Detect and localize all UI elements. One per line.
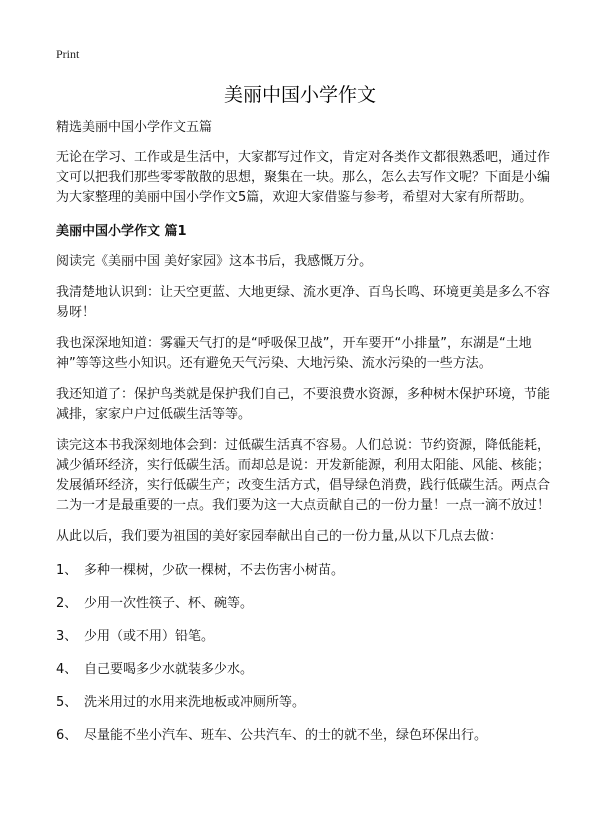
paragraph: 读完这本书我深刻地体会到：过低碳生活真不容易。人们总说：节约资源，降低能耗，减少循环经济，实行低碳生活。而却总是说：开发新能源，利用太阳能、风能、核能；发展循环经济，实行低碳生产；改变生活方式，倡导绿色消费，践行低碳生活。两点合二为一才是最重要的一点。我们要为这一大点贡献自己的一份力量！一点一滴不放过！ <box>56 438 551 513</box>
print-link[interactable]: Print <box>56 47 80 61</box>
list-text: 多种一棵树，少砍一棵树，不去伤害小树苗。 <box>84 563 345 578</box>
paragraph: 我清楚地认识到：让天空更蓝、大地更绿、流水更净、百鸟长鸣、环境更美是多么不容易呀！ <box>56 285 551 320</box>
list-number: 2、 <box>56 596 78 611</box>
list-text: 洗米用过的水用来洗地板或冲厕所等。 <box>84 695 306 710</box>
article-intro: 无论在学习、工作或是生活中，大家都写过作文，肯定对各类作文都很熟悉吧，通过作文可以把我们那些零零散散的思想，聚集在一块。那么，怎么去写作文呢？下面是小编为大家整理的美丽中国小学作文5篇，欢迎大家借鉴与参考，希望对大家有所帮助。 <box>56 150 551 205</box>
article-body <box>56 118 554 759</box>
list-item <box>56 627 554 647</box>
list-number: 5、 <box>56 695 78 710</box>
list-number: 1、 <box>56 563 78 578</box>
paragraph: 阅读完《美丽中国 美好家园》这本书后，我感慨万分。 <box>56 254 373 269</box>
paragraph: 我也深深地知道：雾霾天气打的是“呼吸保卫战”，开车要开“小排量”，东湖是“土地神”等等这些小知识。还有避免天气污染、大地污染、流水污染的一些方法。 <box>56 336 532 371</box>
list-item <box>56 594 554 614</box>
list-text: 少用（或不用）铅笔。 <box>84 629 215 644</box>
list-item <box>56 726 554 746</box>
list-text: 少用一次性筷子、杯、碗等。 <box>84 596 254 611</box>
list-number: 4、 <box>56 662 78 677</box>
article-subtitle: 精选美丽中国小学作文五篇 <box>56 120 213 135</box>
section-heading: 美丽中国小学作文 篇1 <box>56 224 187 239</box>
paragraph: 从此以后，我们要为祖国的美好家园奉献出自己的一份力量,从以下几点去做： <box>56 529 503 544</box>
list-item <box>56 561 554 581</box>
list-item <box>56 660 554 680</box>
list-number: 3、 <box>56 629 78 644</box>
page-title: 美丽中国小学作文 <box>223 84 376 106</box>
list-number: 6、 <box>56 728 78 743</box>
paragraph: 我还知道了：保护鸟类就是保护我们自己，不要浪费水资源，多种树木保护环境，节能减排，家家户户过低碳生活等等。 <box>56 387 551 422</box>
list-item <box>56 693 554 713</box>
list-text: 尽量能不坐小汽车、班车、公共汽车、的士的就不坐，绿色环保出行。 <box>84 728 488 743</box>
list-text: 自己要喝多少水就装多少水。 <box>84 662 254 677</box>
